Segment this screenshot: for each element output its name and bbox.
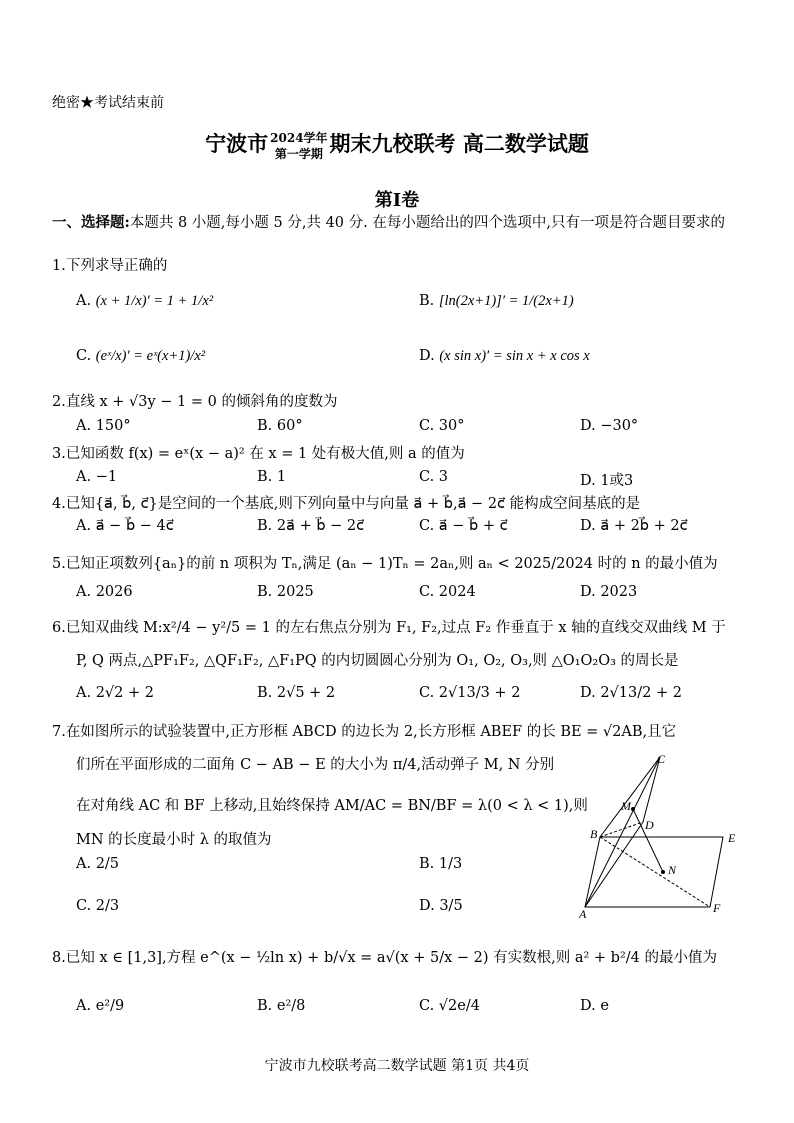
q1-c-label: C. xyxy=(76,348,92,364)
title-prefix: 宁波市 xyxy=(205,131,269,156)
q1-d-text: (x sin x)′ = sin x + x cos x xyxy=(439,348,590,364)
q4-option-b: B. 2a⃗ + b⃗ − 2c⃗ xyxy=(257,518,365,534)
title-suffix: 期末九校联考 高二数学试题 xyxy=(329,131,589,156)
q5-option-d: D. 2023 xyxy=(580,584,638,600)
q1-a-label: A. xyxy=(76,293,92,309)
q6-option-d: D. 2√13/2 + 2 xyxy=(580,685,682,701)
q2-stem: 2.直线 x + √3y − 1 = 0 的倾斜角的度数为 xyxy=(52,394,338,410)
q1-option-c xyxy=(76,348,205,365)
section-text: 本题共 8 小题,每小题 5 分,共 40 分. 在每小题给出的四个选项中,只有一项是符合题目要求的 xyxy=(129,215,725,231)
q1-option-d xyxy=(419,348,590,365)
rect-abef xyxy=(585,837,723,907)
q8-stem: 8.已知 x ∈ [1,3],方程 e^(x − ½ln x) + b/√x = a√(x + 5/x − 2) 有实数根,则 a² + b²/4 的最小值为 xyxy=(52,950,717,966)
q3-option-d: D. 1或3 xyxy=(580,473,634,489)
confidential-label: 绝密★考试结束前 xyxy=(52,95,164,111)
q8-option-d: D. e xyxy=(580,998,609,1014)
title-year-bottom: 第一学期 xyxy=(274,146,323,161)
q3-option-a: A. −1 xyxy=(76,469,118,485)
q2-option-d: D. −30° xyxy=(580,418,639,434)
page-title xyxy=(0,128,794,162)
q7-stem-line3: 在对角线 AC 和 BF 上移动,且始终保持 AM/AC = BN/BF = λ(0 < λ < 1),则 xyxy=(76,798,588,814)
q1-c-text: (eˣ/x)′ = eˣ(x+1)/x² xyxy=(95,348,206,364)
q6-option-b: B. 2√5 + 2 xyxy=(257,685,336,701)
q1-option-b xyxy=(419,293,574,310)
q8-option-c: C. √2e/4 xyxy=(419,998,480,1014)
q2-option-b: B. 60° xyxy=(257,418,303,434)
label-b: B xyxy=(590,827,598,841)
q3-option-c: C. 3 xyxy=(419,469,449,485)
q4-option-a: A. a⃗ − b⃗ − 4c⃗ xyxy=(76,518,174,534)
q6-option-a: A. 2√2 + 2 xyxy=(76,685,154,701)
q3-stem: 3.已知函数 f(x) = eˣ(x − a)² 在 x = 1 处有极大值,则 a 的值为 xyxy=(52,446,465,462)
section-instructions xyxy=(52,212,752,234)
q7-figure-svg xyxy=(575,752,745,922)
q6-stem-line2: P, Q 两点,△PF₁F₂, △QF₁F₂, △F₁PQ 的内切圆圆心分别为 O₁, O₂, O₃,则 △O₁O₂O₃ 的周长是 xyxy=(76,653,679,669)
q7-option-b: B. 1/3 xyxy=(419,856,463,872)
q1-d-label: D. xyxy=(419,348,435,364)
label-n: N xyxy=(668,863,677,877)
q7-stem-line2: 们所在平面形成的二面角 C − AB − E 的大小为 π/4,活动弹子 M, N 分别 xyxy=(76,757,555,773)
section-label: 一、选择题: xyxy=(52,214,130,231)
q1-b-label: B. xyxy=(419,293,435,309)
label-c: C xyxy=(657,752,666,766)
point-n xyxy=(661,870,665,874)
q5-stem: 5.已知正项数列{aₙ}的前 n 项积为 Tₙ,满足 (aₙ − 1)Tₙ = 2aₙ,则 aₙ < 2025/2024 时的 n 的最小值为 xyxy=(52,556,718,572)
volume-heading: 第Ⅰ卷 xyxy=(374,190,420,211)
q7-option-c: C. 2/3 xyxy=(76,898,120,914)
q5-option-a: A. 2026 xyxy=(76,584,133,600)
q8-option-a: A. e²/9 xyxy=(76,998,125,1014)
diag-bf xyxy=(600,837,710,907)
q2-option-a: A. 150° xyxy=(76,418,131,434)
q1-stem: 1.下列求导正确的 xyxy=(52,258,168,274)
label-m: M xyxy=(621,799,631,813)
q2-option-c: C. 30° xyxy=(419,418,465,434)
page-footer: 宁波市九校联考高二数学试题 第1页 共4页 xyxy=(264,1058,530,1074)
q8-option-b: B. e²/8 xyxy=(257,998,306,1014)
label-a: A xyxy=(579,907,587,921)
label-e: E xyxy=(728,831,736,845)
label-d: D xyxy=(645,818,654,832)
q1-b-text: [ln(2x+1)]′ = 1/(2x+1) xyxy=(438,293,574,309)
q7-stem-line4: MN 的长度最小时 λ 的取值为 xyxy=(76,832,272,848)
q5-option-c: C. 2024 xyxy=(419,584,476,600)
title-year-top: 2024学年 xyxy=(270,130,328,145)
q7-option-d: D. 3/5 xyxy=(419,898,463,914)
q6-option-c: C. 2√13/3 + 2 xyxy=(419,685,521,701)
q1-option-a xyxy=(76,293,213,310)
q7-figure xyxy=(575,752,745,922)
q6-stem-line1: 6.已知双曲线 M:x²/4 − y²/5 = 1 的左右焦点分别为 F₁, F₂,过点 F₂ 作垂直于 x 轴的直线交双曲线 M 于 xyxy=(52,620,726,636)
q4-option-d: D. a⃗ + 2b⃗ + 2c⃗ xyxy=(580,518,688,534)
q4-option-c: C. a⃗ − b⃗ + c⃗ xyxy=(419,518,508,534)
label-f: F xyxy=(713,901,721,915)
q1-a-text: (x + 1/x)′ = 1 + 1/x² xyxy=(95,293,214,309)
q7-option-a: A. 2/5 xyxy=(76,856,120,872)
q7-stem-line1: 7.在如图所示的试验装置中,正方形框 ABCD 的边长为 2,长方形框 ABEF 的长 BE = √2AB,且它 xyxy=(52,724,677,740)
q3-option-b: B. 1 xyxy=(257,469,287,485)
edge-dc xyxy=(643,757,660,822)
title-year-stack xyxy=(270,130,327,162)
point-m xyxy=(631,807,635,811)
q5-option-b: B. 2025 xyxy=(257,584,314,600)
q4-stem: 4.已知{a⃗, b⃗, c⃗}是空间的一个基底,则下列向量中与向量 a⃗ + b⃗,a⃗ − 2c⃗ 能构成空间基底的是 xyxy=(52,496,641,512)
